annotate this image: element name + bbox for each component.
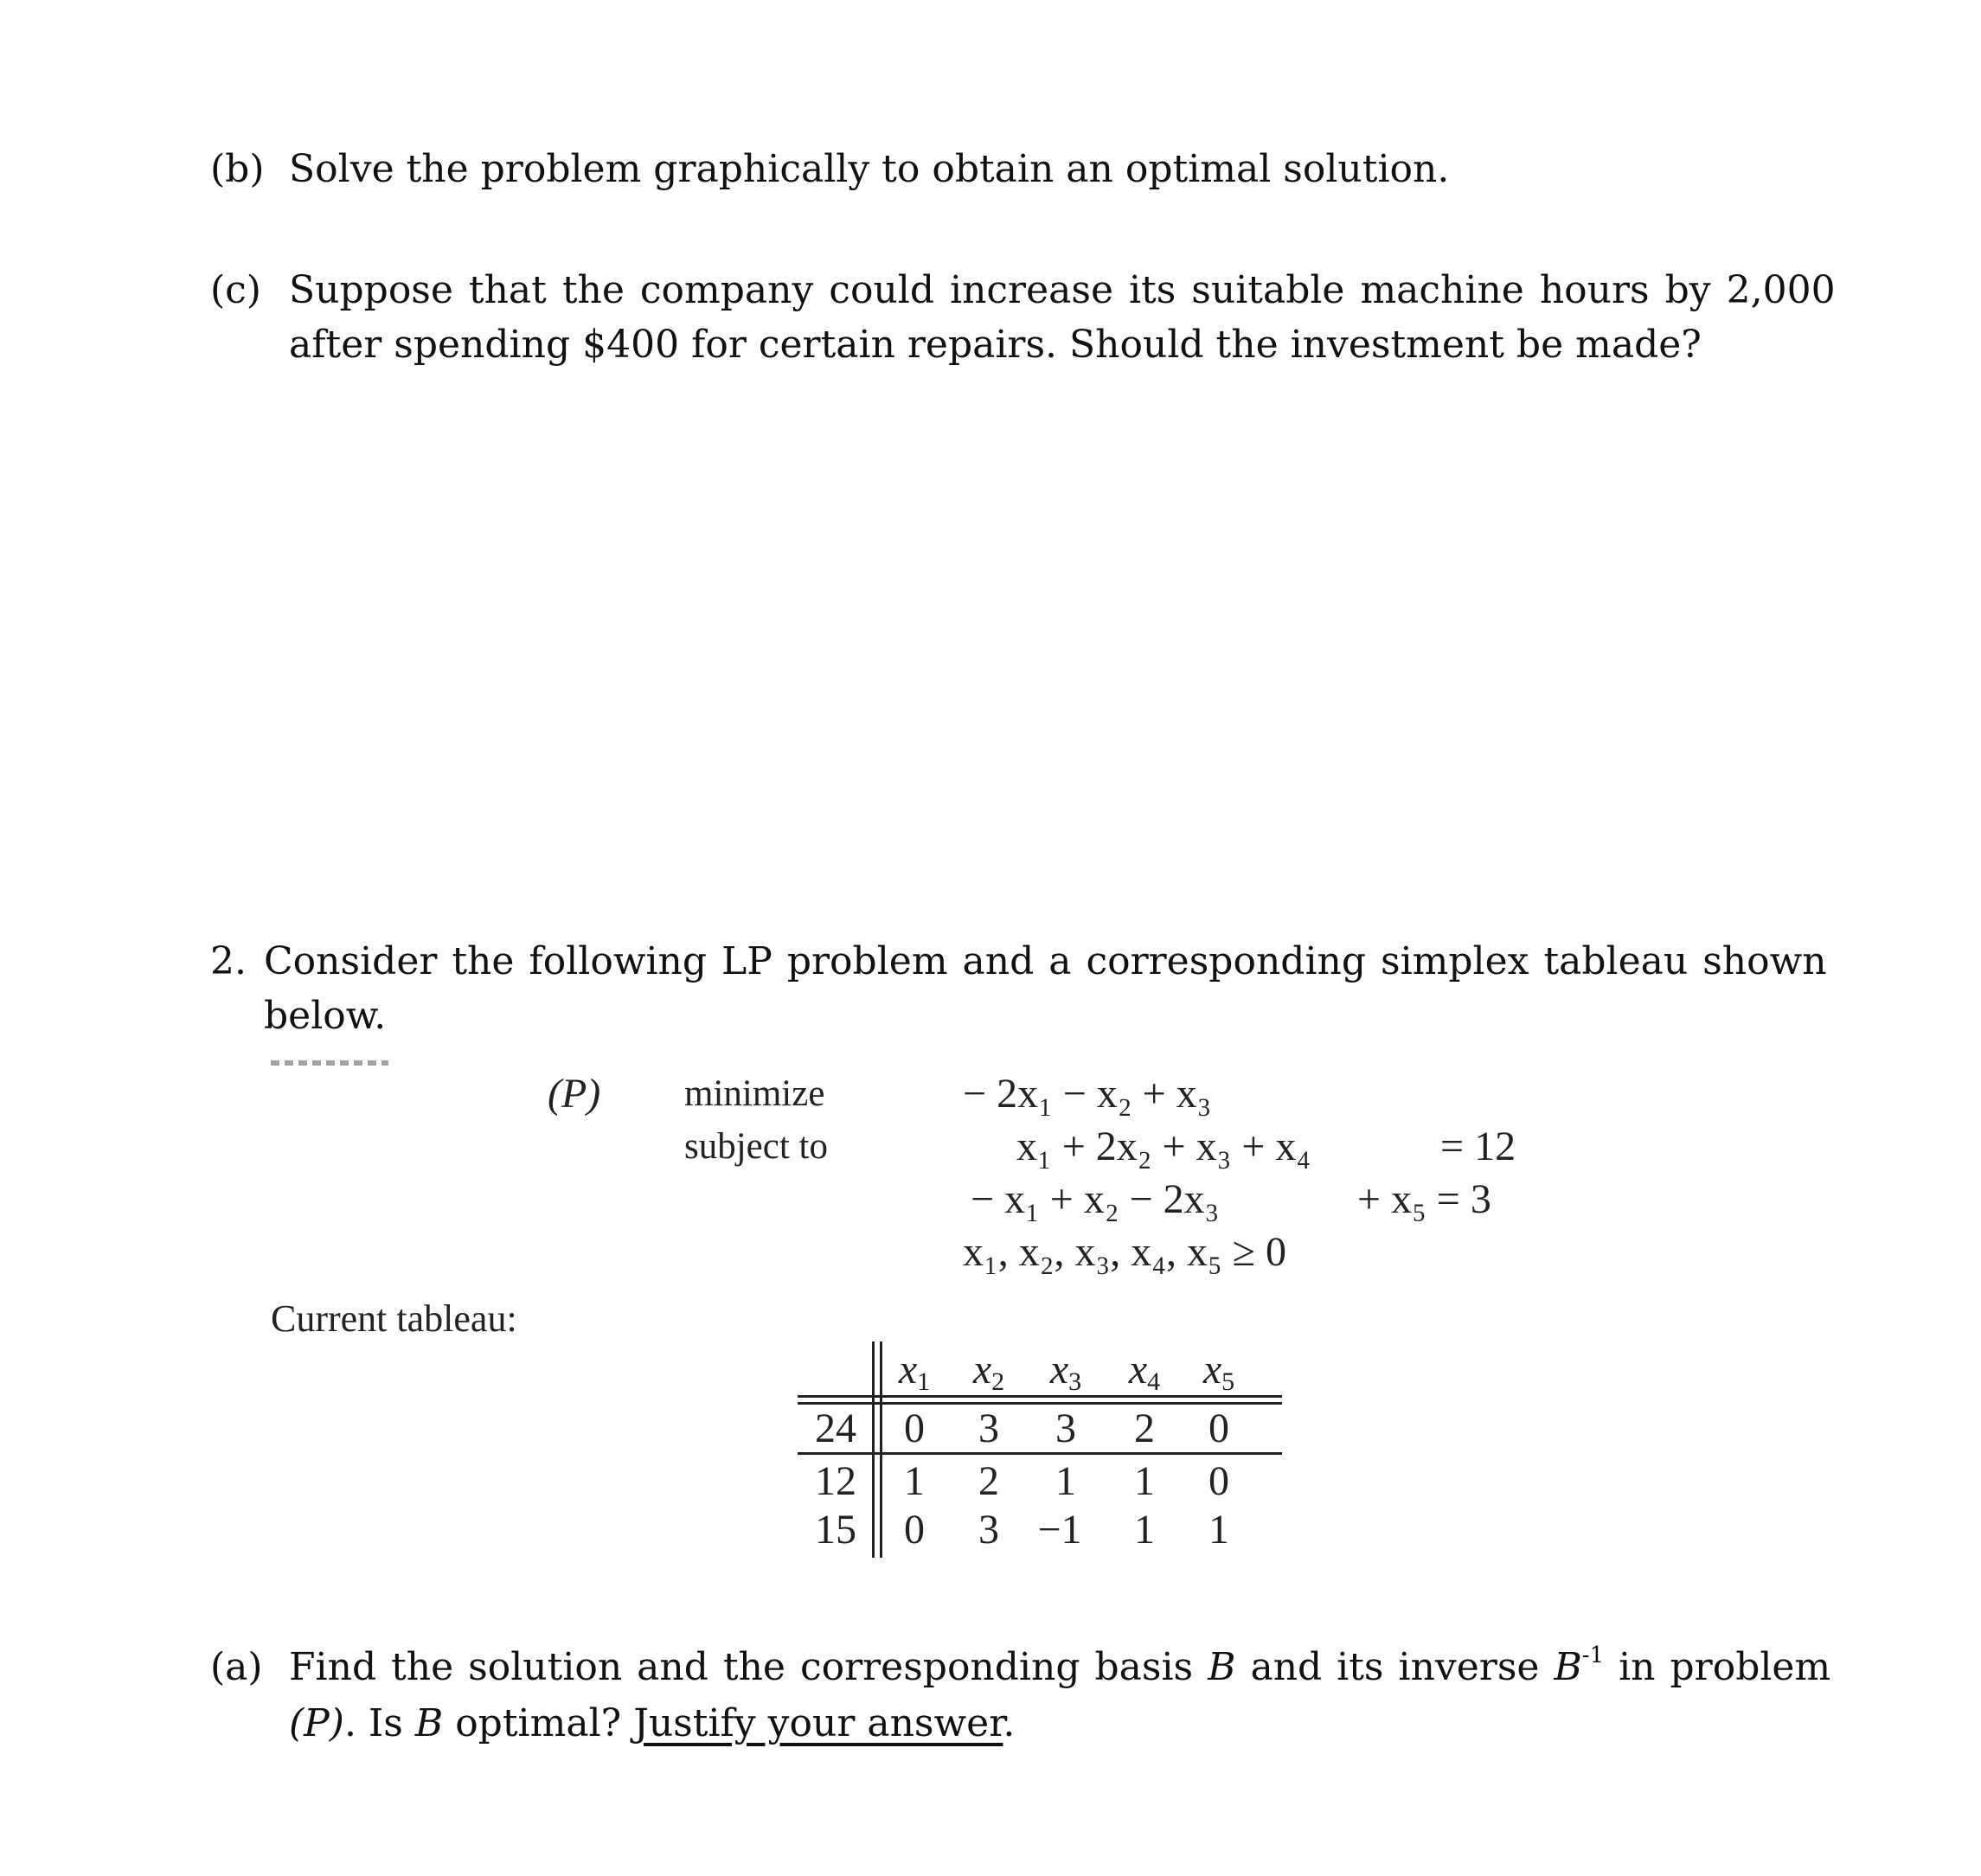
lp-name: (P) — [548, 1071, 601, 1117]
question-a-line1 — [289, 1640, 1830, 1695]
lp-constraint1-lhs: x₁ + 2x₂ + x₃ + x₄ — [1016, 1124, 1311, 1169]
tableau-row2-col1: 0 — [904, 1507, 925, 1553]
justify-underlined: Justify your answer — [633, 1701, 1003, 1745]
question-2-line1: Consider the following LP problem and a corresponding simplex tableau shown — [264, 939, 1827, 983]
question-a-text-1: Find the solution and the corresponding basis — [289, 1645, 1208, 1689]
problem-symbol: (P) — [289, 1701, 344, 1745]
tableau-row2-col4: 1 — [1134, 1507, 1155, 1553]
tableau-label: Current tableau: — [271, 1297, 517, 1340]
tableau-row1-col5: 0 — [1208, 1458, 1229, 1504]
tableau-row1-col2: 2 — [978, 1458, 999, 1504]
question-2-line2: below. — [264, 994, 387, 1038]
question-2 — [210, 934, 1827, 1047]
tableau-row0-col4: 2 — [1134, 1405, 1155, 1451]
lp-constraint1-rhs: = 12 — [1440, 1124, 1516, 1169]
tableau-row2-rhs: 15 — [815, 1507, 856, 1553]
question-a-text-6: . — [1003, 1701, 1016, 1745]
tableau-row0-col2: 3 — [978, 1405, 999, 1451]
question-a-text-4: . Is — [343, 1701, 415, 1745]
tableau-header-x5: $x_5$ — [1202, 1347, 1235, 1396]
tableau-separator-right — [880, 1341, 882, 1558]
inverse-exponent: -1 — [1581, 1642, 1605, 1668]
lp-objective: − 2x₁ − x₂ + x₃ — [963, 1071, 1212, 1117]
question-a — [210, 1640, 1831, 1752]
question-a-text-2: and its inverse — [1235, 1645, 1555, 1689]
question-b-label: (b) — [210, 147, 265, 191]
question-c-label: (c) — [210, 268, 261, 312]
tableau-header-x2: $x_2$ — [972, 1347, 1005, 1396]
tableau-header-x1: $x_1$ — [898, 1347, 931, 1396]
tableau-row1-col3: 1 — [1055, 1458, 1076, 1504]
tableau-row0-col5: 0 — [1208, 1405, 1229, 1451]
tableau-header-rule-1 — [798, 1395, 1282, 1398]
scan-artifact — [271, 1060, 388, 1066]
tableau-row0-col3: 3 — [1055, 1405, 1076, 1451]
lp-nonnegativity: x₁, x₂, x₃, x₄, x₅ ≥ 0 — [963, 1229, 1287, 1275]
question-a-text-3: in problem — [1604, 1645, 1831, 1689]
tableau-row0-col1: 0 — [904, 1405, 925, 1451]
question-c-line2: after spending $400 for certain repairs. Should the investment be made? — [289, 323, 1702, 367]
question-b-text: Solve the problem graphically to obtain an optimal solution. — [289, 147, 1450, 191]
lp-subject-to-label: subject to — [684, 1126, 828, 1167]
simplex-tableau — [798, 1341, 1282, 1558]
lp-constraint2-rhs: + x₅ = 3 — [1357, 1176, 1491, 1222]
question-c — [210, 263, 1836, 375]
question-2-number: 2. — [210, 939, 247, 983]
question-c-line1: Suppose that the company could increase its suitable machine hours by 2,000 — [289, 268, 1836, 312]
tableau-row1-col4: 1 — [1134, 1458, 1155, 1504]
tableau-header-x4: $x_4$ — [1128, 1347, 1161, 1396]
basis-symbol-2: B — [414, 1701, 444, 1745]
tableau-row1-col1: 1 — [904, 1458, 925, 1504]
tableau-row0-rhs: 24 — [815, 1405, 856, 1451]
tableau-row2-col5: 1 — [1208, 1507, 1229, 1553]
basis-inverse-symbol: B — [1554, 1645, 1582, 1689]
question-a-label: (a) — [210, 1645, 263, 1689]
basis-symbol: B — [1208, 1645, 1236, 1689]
question-a-line2 — [289, 1696, 1015, 1751]
lp-constraint2-lhs: − x₁ + x₂ − 2x₃ — [971, 1176, 1220, 1222]
tableau-separator-left — [872, 1341, 875, 1558]
tableau-row2-col3: −1 — [1037, 1507, 1082, 1553]
tableau-header-x3: $x_3$ — [1049, 1347, 1082, 1396]
tableau-row2-col2: 3 — [978, 1507, 999, 1553]
lp-minimize-label: minimize — [684, 1073, 825, 1114]
tableau-row1-rhs: 12 — [815, 1458, 856, 1504]
question-a-text-5: optimal? — [443, 1701, 634, 1745]
